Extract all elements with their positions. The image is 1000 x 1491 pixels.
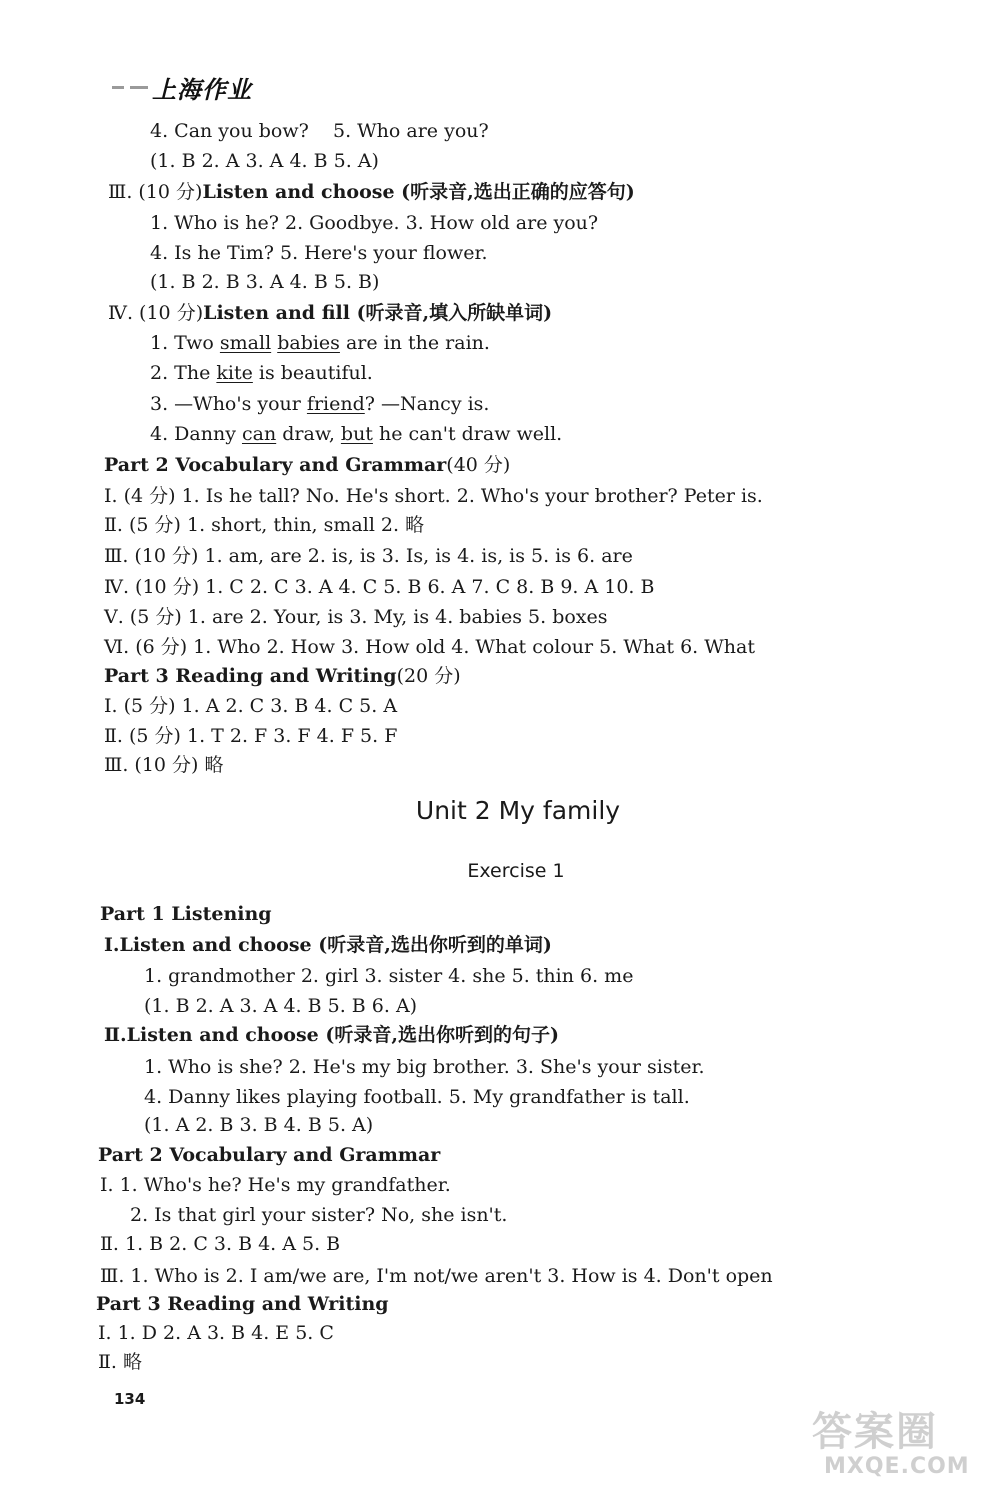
answer-line: 4. Is he Tim? 5. Here's your flower.: [150, 242, 488, 264]
watermark-text: 答案圈: [812, 1409, 938, 1455]
answer-line: 1. Who is she? 2. He's my big brother. 3. She's your sister.: [144, 1056, 705, 1078]
header-logo: 上海作业: [152, 76, 252, 104]
part-heading: Part 2 Vocabulary and Grammar: [98, 1144, 441, 1166]
header-decoration: [130, 86, 148, 89]
answer-line: 4. Danny likes playing football. 5. My grandfather is tall.: [144, 1086, 690, 1108]
answer-line: Ⅰ. 1. Who's he? He's my grandfather.: [100, 1174, 451, 1196]
answer-line: Ⅰ. (4 分) 1. Is he tall? No. He's short. 2. Who's your brother? Peter is.: [104, 485, 763, 507]
answer-line: Ⅳ. (10 分) 1. C 2. C 3. A 4. C 5. B 6. A 7. C 8. B 9. A 10. B: [104, 576, 655, 598]
answer-line: Ⅲ. (10 分) 1. am, are 2. is, is 3. Is, is 4. is, is 5. is 6. are: [104, 545, 633, 567]
watermark-logo: [806, 1400, 992, 1488]
page-number: 134: [114, 1390, 146, 1408]
answer-line: Ⅱ. 略: [98, 1351, 142, 1373]
header-decoration: [112, 86, 124, 89]
answer-line: 4. Can you bow? 5. Who are you?: [150, 120, 489, 142]
answer-line: Ⅲ. (10 分) 略: [104, 754, 224, 776]
watermark-url: MXQE.COM: [824, 1454, 970, 1479]
answer-line: Ⅱ. 1. B 2. C 3. B 4. A 5. B: [100, 1233, 341, 1255]
unit-title: Unit 2 My family: [415, 796, 621, 825]
answer-key-line: (1. B 2. A 3. A 4. B 5. A): [150, 150, 379, 172]
answer-line: 2. Is that girl your sister? No, she isn't.: [130, 1204, 508, 1226]
answer-line: Ⅰ. 1. D 2. A 3. B 4. E 5. C: [98, 1322, 334, 1344]
answer-line: Ⅴ. (5 分) 1. are 2. Your, is 3. My, is 4. babies 5. boxes: [104, 606, 608, 628]
answer-line: Ⅱ. (5 分) 1. T 2. F 3. F 4. F 5. F: [104, 725, 398, 747]
answer-line: Ⅵ. (6 分) 1. Who 2. How 3. How old 4. What colour 5. What 6. What: [104, 636, 755, 658]
fill-answer-line: 2. The kite is beautiful.: [150, 362, 373, 384]
fill-answer-line: 3. —Who's your friend? —Nancy is.: [150, 393, 490, 415]
answer-line: Ⅱ. (5 分) 1. short, thin, small 2. 略: [104, 514, 425, 536]
fill-answer-line: 4. Danny can draw, but he can't draw well.: [150, 423, 563, 445]
answer-line: Ⅰ. (5 分) 1. A 2. C 3. B 4. C 5. A: [104, 695, 398, 717]
answer-line: Ⅲ. 1. Who is 2. I am/we are, I'm not/we aren't 3. How is 4. Don't open: [100, 1265, 773, 1287]
answer-key-line: (1. B 2. A 3. A 4. B 5. B 6. A): [144, 995, 418, 1017]
exercise-title: Exercise 1: [467, 860, 565, 882]
part-heading: Part 1 Listening: [100, 903, 272, 925]
answer-line: 1. grandmother 2. girl 3. sister 4. she 5. thin 6. me: [144, 965, 634, 987]
part-heading: Part 3 Reading and Writing: [96, 1293, 389, 1315]
part-heading: Part 3 Reading and Writing(20 分): [104, 665, 461, 687]
answer-key-line: (1. B 2. B 3. A 4. B 5. B): [150, 271, 380, 293]
part-heading: Part 2 Vocabulary and Grammar(40 分): [104, 454, 511, 476]
section-heading: Ⅰ.Listen and choose (听录音,选出你听到的单词): [104, 934, 552, 956]
section-heading: Ⅲ. (10 分)Listen and choose (听录音,选出正确的应答句): [108, 181, 635, 203]
fill-answer-line: 1. Two small babies are in the rain.: [150, 332, 490, 354]
answer-line: 1. Who is he? 2. Goodbye. 3. How old are you?: [150, 212, 599, 234]
section-heading: Ⅱ.Listen and choose (听录音,选出你听到的句子): [104, 1024, 559, 1046]
answer-key-line: (1. A 2. B 3. B 4. B 5. A): [144, 1114, 374, 1136]
section-heading: Ⅳ. (10 分)Listen and fill (听录音,填入所缺单词): [108, 302, 553, 324]
